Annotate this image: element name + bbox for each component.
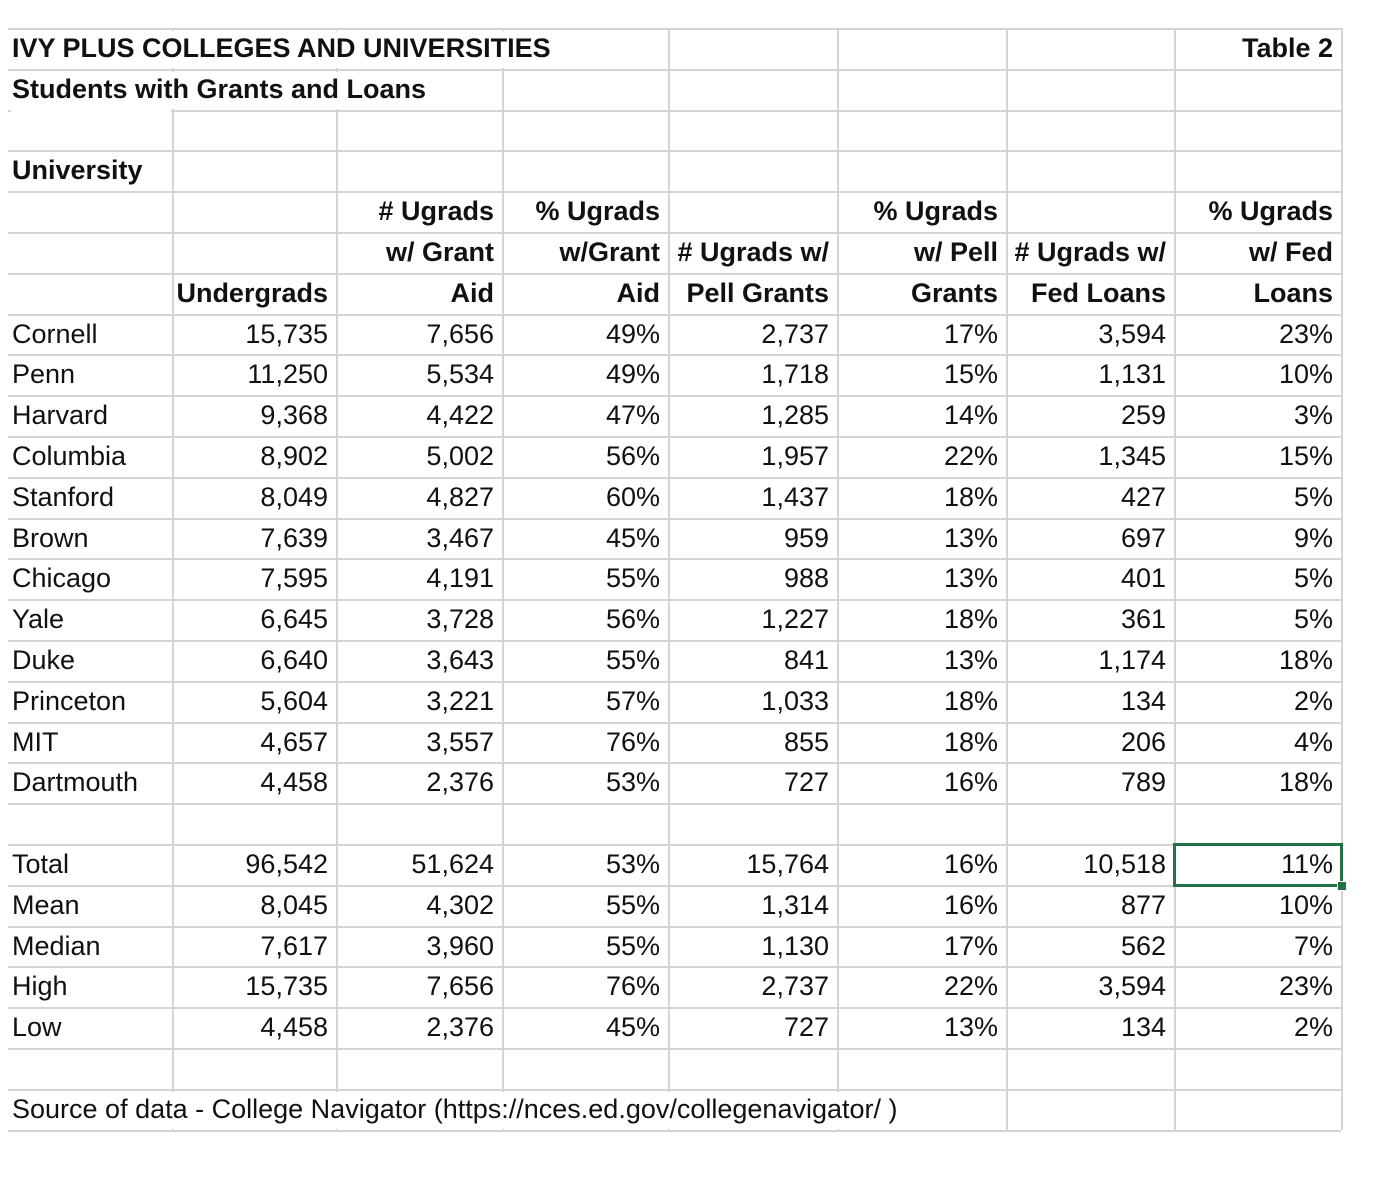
data-cell[interactable]: 855 xyxy=(783,727,829,757)
data-cell[interactable]: 6,645 xyxy=(260,604,328,634)
summary-label[interactable]: Low xyxy=(12,1012,62,1042)
data-cell[interactable]: 2,376 xyxy=(426,767,494,797)
data-cell[interactable]: 11,250 xyxy=(247,359,328,389)
selected-cell-outline[interactable] xyxy=(1173,843,1343,887)
data-cell[interactable]: 1,345 xyxy=(1098,441,1166,471)
data-cell[interactable]: 17% xyxy=(943,319,998,349)
data-cell[interactable]: 3,557 xyxy=(426,727,494,757)
data-cell[interactable]: 4,827 xyxy=(426,482,494,512)
column-header: Aid xyxy=(616,278,660,308)
summary-cell[interactable]: 877 xyxy=(1120,890,1166,920)
summary-cell[interactable]: 1,314 xyxy=(761,890,829,920)
summary-cell[interactable]: 8,045 xyxy=(260,890,328,920)
summary-cell[interactable]: 11% xyxy=(1280,849,1333,879)
summary-cell[interactable]: 45% xyxy=(605,1012,660,1042)
summary-cell[interactable]: 2,737 xyxy=(761,971,829,1001)
summary-cell[interactable]: 53% xyxy=(605,849,660,879)
summary-cell[interactable]: 7,617 xyxy=(260,931,328,961)
row-label[interactable]: Princeton xyxy=(12,686,127,716)
source-note: Source of data - College Navigator (https://nces.ed.gov/collegenavigator/ ) xyxy=(12,1094,898,1124)
data-cell[interactable]: 4,422 xyxy=(426,400,494,430)
column-header: Aid xyxy=(450,278,494,308)
data-cell[interactable]: 3,221 xyxy=(426,686,494,716)
summary-cell[interactable]: 22% xyxy=(943,971,998,1001)
summary-cell[interactable]: 55% xyxy=(605,931,660,961)
data-cell[interactable]: 8,049 xyxy=(260,482,328,512)
column-header: % Ugrads xyxy=(873,196,998,226)
data-cell[interactable]: 4,458 xyxy=(260,767,328,797)
gridline-v xyxy=(837,28,839,1130)
data-cell[interactable]: 18% xyxy=(943,727,998,757)
data-cell[interactable]: 76% xyxy=(605,727,660,757)
data-cell[interactable]: 3,728 xyxy=(426,604,494,634)
summary-cell[interactable]: 17% xyxy=(943,931,998,961)
row-label[interactable]: Yale xyxy=(12,604,65,634)
data-cell[interactable]: 5% xyxy=(1293,604,1333,634)
data-cell[interactable]: 15% xyxy=(943,359,998,389)
data-cell[interactable]: 959 xyxy=(783,523,829,553)
gridline-v xyxy=(668,28,670,1130)
summary-cell[interactable]: 1,130 xyxy=(761,931,829,961)
table-label: Table 2 xyxy=(1241,33,1333,63)
summary-cell[interactable]: 727 xyxy=(783,1012,829,1042)
summary-cell[interactable]: 13% xyxy=(943,1012,998,1042)
summary-cell[interactable]: 2,376 xyxy=(426,1012,494,1042)
data-cell[interactable]: 259 xyxy=(1120,400,1166,430)
data-cell[interactable]: 23% xyxy=(1278,319,1333,349)
data-cell[interactable]: 15,735 xyxy=(245,319,328,349)
row-label[interactable]: MIT xyxy=(12,727,59,757)
column-header: # Ugrads xyxy=(378,196,494,226)
data-cell[interactable]: 60% xyxy=(605,482,660,512)
summary-cell[interactable]: 55% xyxy=(605,890,660,920)
gridline-h xyxy=(8,1048,1341,1050)
data-cell[interactable]: 18% xyxy=(1278,767,1333,797)
data-cell[interactable]: 7,639 xyxy=(260,523,328,553)
column-header: % Ugrads xyxy=(1208,196,1333,226)
data-cell[interactable]: 841 xyxy=(783,645,829,675)
gridline-v xyxy=(1341,28,1343,1130)
column-header: Fed Loans xyxy=(1030,278,1166,308)
column-header: w/ Fed xyxy=(1248,237,1333,267)
data-cell[interactable]: 9,368 xyxy=(260,400,328,430)
data-cell[interactable]: 1,957 xyxy=(761,441,829,471)
data-cell[interactable]: 427 xyxy=(1120,482,1166,512)
data-cell[interactable]: 49% xyxy=(605,319,660,349)
data-cell[interactable]: 16% xyxy=(943,767,998,797)
column-header: w/Grant xyxy=(559,237,660,267)
summary-cell[interactable]: 96,542 xyxy=(245,849,328,879)
data-cell[interactable]: 401 xyxy=(1120,563,1166,593)
summary-cell[interactable]: 4,458 xyxy=(260,1012,328,1042)
column-header: Loans xyxy=(1253,278,1333,308)
summary-cell[interactable]: 10,518 xyxy=(1083,849,1166,879)
summary-cell[interactable]: 3,594 xyxy=(1098,971,1166,1001)
gridline-h xyxy=(8,1130,1341,1132)
row-label[interactable]: Cornell xyxy=(12,319,98,349)
data-cell[interactable]: 7,656 xyxy=(426,319,494,349)
data-cell[interactable]: 206 xyxy=(1120,727,1166,757)
row-label[interactable]: Harvard xyxy=(12,400,109,430)
row-label[interactable]: Brown xyxy=(12,523,89,553)
data-cell[interactable]: 13% xyxy=(943,645,998,675)
data-cell[interactable]: 697 xyxy=(1120,523,1166,553)
summary-label[interactable]: Mean xyxy=(12,890,80,920)
data-cell[interactable]: 9% xyxy=(1293,523,1333,553)
data-cell[interactable]: 7,595 xyxy=(260,563,328,593)
data-cell[interactable]: 49% xyxy=(605,359,660,389)
summary-cell[interactable]: 16% xyxy=(943,849,998,879)
summary-cell[interactable]: 16% xyxy=(943,890,998,920)
data-cell[interactable]: 10% xyxy=(1278,359,1333,389)
data-cell[interactable]: 55% xyxy=(605,563,660,593)
data-cell[interactable]: 3,467 xyxy=(426,523,494,553)
data-cell[interactable]: 15% xyxy=(1278,441,1333,471)
row-label[interactable]: Columbia xyxy=(12,441,127,471)
summary-cell[interactable]: 2% xyxy=(1293,1012,1333,1042)
data-cell[interactable]: 18% xyxy=(943,604,998,634)
gridline-h xyxy=(8,110,1341,112)
data-cell[interactable]: 5,002 xyxy=(426,441,494,471)
gridline-h xyxy=(8,191,1341,193)
data-cell[interactable]: 3,594 xyxy=(1098,319,1166,349)
data-cell[interactable]: 45% xyxy=(605,523,660,553)
data-cell[interactable]: 53% xyxy=(605,767,660,797)
column-header: Pell Grants xyxy=(686,278,829,308)
column-header: Undergrads xyxy=(176,278,328,308)
row-label[interactable]: Duke xyxy=(12,645,76,675)
gridline-v xyxy=(1174,28,1176,1130)
summary-cell[interactable]: 51,624 xyxy=(411,849,494,879)
summary-cell[interactable]: 562 xyxy=(1120,931,1166,961)
data-cell[interactable]: 22% xyxy=(943,441,998,471)
data-cell[interactable]: 1,285 xyxy=(761,400,829,430)
summary-cell[interactable]: 134 xyxy=(1120,1012,1166,1042)
summary-cell[interactable]: 7,656 xyxy=(426,971,494,1001)
column-header: # Ugrads w/ xyxy=(1014,237,1166,267)
gridline-h xyxy=(8,150,1341,152)
data-cell[interactable]: 55% xyxy=(605,645,660,675)
column-header: % Ugrads xyxy=(535,196,660,226)
data-cell[interactable]: 18% xyxy=(943,686,998,716)
data-cell[interactable]: 4,657 xyxy=(260,727,328,757)
data-cell[interactable]: 1,174 xyxy=(1098,645,1166,675)
summary-cell[interactable]: 10% xyxy=(1278,890,1333,920)
data-cell[interactable]: 1,437 xyxy=(761,482,829,512)
summary-label[interactable]: Median xyxy=(12,931,101,961)
data-cell[interactable]: 134 xyxy=(1120,686,1166,716)
data-cell[interactable]: 47% xyxy=(605,400,660,430)
data-cell[interactable]: 1,033 xyxy=(761,686,829,716)
summary-cell[interactable]: 76% xyxy=(605,971,660,1001)
column-header: w/ Pell xyxy=(913,237,998,267)
university-header: University xyxy=(12,155,143,185)
data-cell[interactable]: 8,902 xyxy=(260,441,328,471)
sheet-title: IVY PLUS COLLEGES AND UNIVERSITIES xyxy=(12,33,551,63)
data-cell[interactable]: 18% xyxy=(943,482,998,512)
data-cell[interactable]: 1,131 xyxy=(1098,359,1166,389)
data-cell[interactable]: 727 xyxy=(783,767,829,797)
data-cell[interactable]: 3% xyxy=(1293,400,1333,430)
row-label[interactable]: Chicago xyxy=(12,563,112,593)
data-cell[interactable]: 2,737 xyxy=(761,319,829,349)
data-cell[interactable]: 988 xyxy=(783,563,829,593)
gridline-v xyxy=(336,28,338,1130)
fill-handle[interactable] xyxy=(1337,881,1347,891)
data-cell[interactable]: 13% xyxy=(943,563,998,593)
row-label[interactable]: Penn xyxy=(12,359,76,389)
data-cell[interactable]: 2% xyxy=(1293,686,1333,716)
row-label[interactable]: Dartmouth xyxy=(12,767,139,797)
data-cell[interactable]: 5% xyxy=(1293,482,1333,512)
gridline-v xyxy=(1006,28,1008,1130)
summary-label[interactable]: High xyxy=(12,971,68,1001)
data-cell[interactable]: 4,191 xyxy=(426,563,494,593)
summary-cell[interactable]: 7% xyxy=(1293,931,1333,961)
gridline-v xyxy=(502,28,504,1130)
summary-cell[interactable]: 15,735 xyxy=(245,971,328,1001)
data-cell[interactable]: 6,640 xyxy=(260,645,328,675)
summary-cell[interactable]: 3,960 xyxy=(426,931,494,961)
data-cell[interactable]: 789 xyxy=(1120,767,1166,797)
gridline-v xyxy=(172,28,174,1130)
column-header: # Ugrads w/ xyxy=(677,237,829,267)
data-cell[interactable]: 5,534 xyxy=(426,359,494,389)
data-cell[interactable]: 14% xyxy=(943,400,998,430)
data-cell[interactable]: 1,227 xyxy=(761,604,829,634)
column-header: Grants xyxy=(910,278,998,308)
sheet-subtitle: Students with Grants and Loans xyxy=(12,74,427,104)
column-header: w/ Grant xyxy=(385,237,494,267)
data-cell[interactable]: 5,604 xyxy=(260,686,328,716)
data-cell[interactable]: 56% xyxy=(605,441,660,471)
data-cell[interactable]: 57% xyxy=(605,686,660,716)
summary-cell[interactable]: 23% xyxy=(1278,971,1333,1001)
data-cell[interactable]: 18% xyxy=(1278,645,1333,675)
data-cell[interactable]: 13% xyxy=(943,523,998,553)
summary-cell[interactable]: 4,302 xyxy=(426,890,494,920)
summary-label[interactable]: Total xyxy=(12,849,70,879)
data-cell[interactable]: 5% xyxy=(1293,563,1333,593)
data-cell[interactable]: 1,718 xyxy=(761,359,829,389)
gridline-h xyxy=(8,803,1341,805)
data-cell[interactable]: 3,643 xyxy=(426,645,494,675)
data-cell[interactable]: 361 xyxy=(1120,604,1166,634)
summary-cell[interactable]: 15,764 xyxy=(746,849,829,879)
data-cell[interactable]: 4% xyxy=(1293,727,1333,757)
row-label[interactable]: Stanford xyxy=(12,482,115,512)
data-cell[interactable]: 56% xyxy=(605,604,660,634)
